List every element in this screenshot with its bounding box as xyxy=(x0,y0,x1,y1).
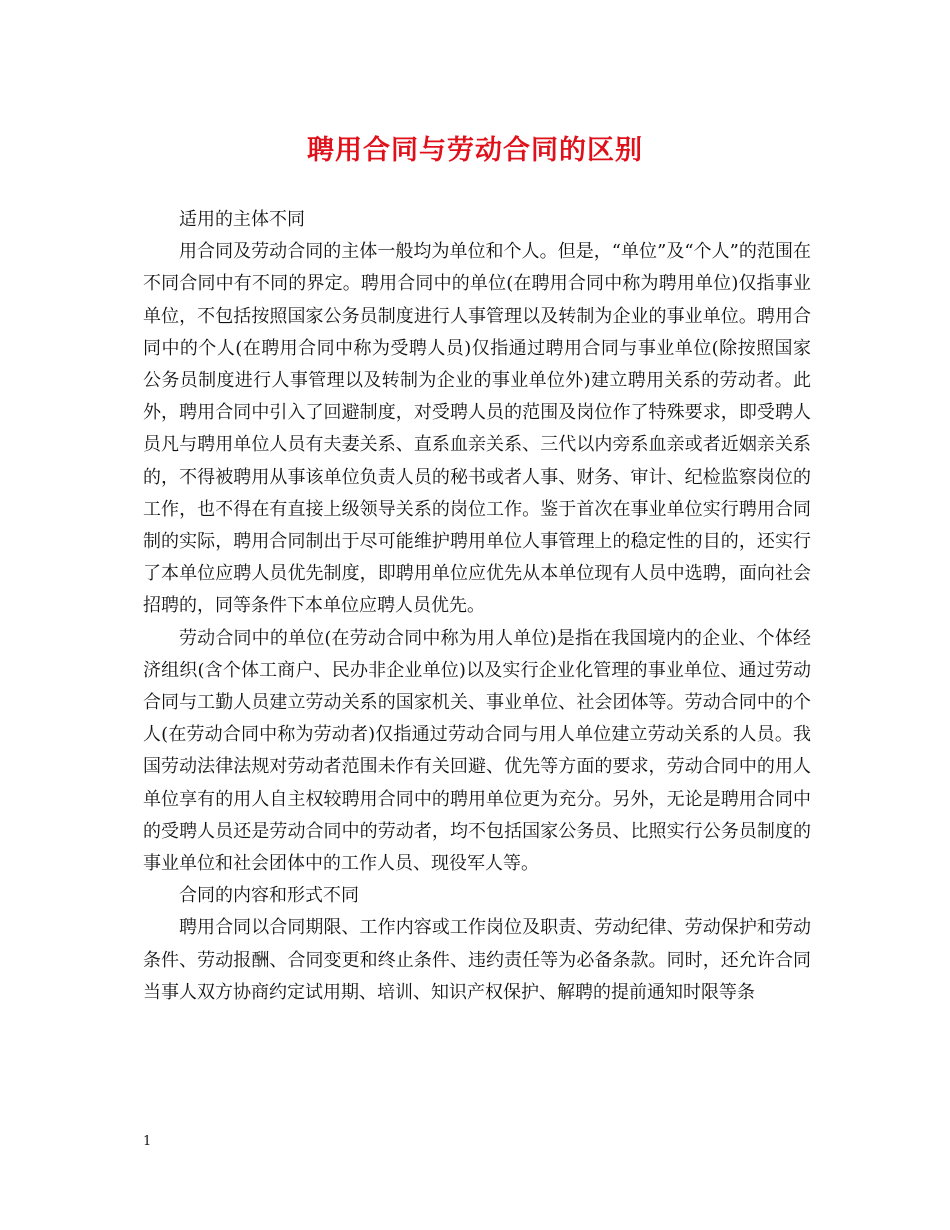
paragraph-labor-contract-subject: 劳动合同中的单位(在劳动合同中称为用人单位)是指在我国境内的企业、个体经济组织(含个体工商户、民办非企业单位)以及实行企业化管理的事业单位、通过劳动合同与工勤人员建立劳动关系的国家机关、事业单位、社会团体等。劳动合同中的个人(在劳动合同中称为劳动者)仅指通过劳动合同与用人单位建立劳动关系的人员。我国劳动法律法规对劳动者范围未作有关回避、优先等方面的要求，劳动合同中的用人单位享有的用人自主权较聘用合同中的聘用单位更为充分。另外，无论是聘用合同中的受聘人员还是劳动合同中的劳动者，均不包括国家公务员、比照实行公务员制度的事业单位和社会团体中的工作人员、现役军人等。 xyxy=(143,627,811,875)
section-heading-content-form: 合同的内容和形式不同 xyxy=(179,885,359,907)
page-number: 1 xyxy=(143,1134,152,1149)
paragraph-employment-contract-subject: 用合同及劳动合同的主体一般均为单位和个人。但是，“单位”及“个人”的范围在不同合同中有不同的界定。聘用合同中的单位(在聘用合同中称为聘用单位)仅指事业单位，不包括按照国家公务员制度进行人事管理以及转制为企业的事业单位。聘用合同中的个人(在聘用合同中称为受聘人员)仅指通过聘用合同与事业单位(除按照国家公务员制度进行人事管理以及转制为企业的事业单位外)建立聘用关系的劳动者。此外，聘用合同中引入了回避制度，对受聘人员的范围及岗位作了特殊要求，即受聘人员凡与聘用单位人员有夫妻关系、直系血亲关系、三代以内旁系血亲或者近姻亲关系的，不得被聘用从事该单位负责人员的秘书或者人事、财务、审计、纪检监察岗位的工作，也不得在有直接上级领导关系的岗位工作。鉴于首次在事业单位实行聘用合同制的实际，聘用合同制出于尽可能维护聘用单位人事管理上的稳定性的目的，还实行了本单位应聘人员优先制度，即聘用单位应优先从本单位现有人员中选聘，面向社会招聘的，同等条件下本单位应聘人员优先。 xyxy=(143,241,811,617)
document-body xyxy=(143,204,811,1009)
section-heading-subject: 适用的主体不同 xyxy=(179,209,305,230)
paragraph-contract-content: 聘用合同以合同期限、工作内容或工作岗位及职责、劳动纪律、劳动保护和劳动条件、劳动报酬、合同变更和终止条件、违约责任等为必备条款。同时，还允许合同当事人双方协商约定试用期、培训、知识产权保护、解聘的提前通知时限等条 xyxy=(143,917,811,1003)
document-title: 聘用合同与劳动合同的区别 xyxy=(307,135,643,166)
